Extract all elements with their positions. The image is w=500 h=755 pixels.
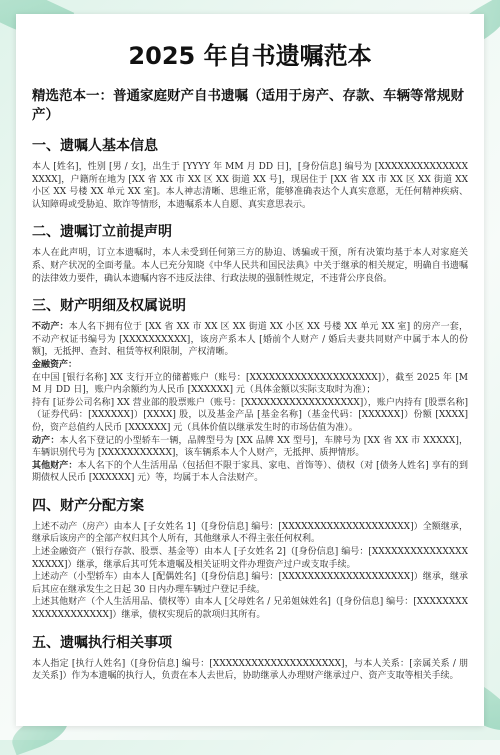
- paragraph-text: 上述不动产（房产）由本人 [子女姓名 1]（[身份信息] 编号：[XXXXXXXXXXXXXXXXXXXX]）全额继承，继承后该房产的全部产权归其个人所有，其他继承人不得主张任何权利。: [32, 521, 468, 545]
- paragraph-text: 本人 [姓名]，性别 [男 / 女]，出生于 [YYYY 年 MM 月 DD 日]，[身份信息] 编号为 [XXXXXXXXXXXXXXXXXX]，户籍所在地为 [XX 省 XX 市 XX 区 XX 街道 XX 号]，现居住于 [XX 省 XX 市 XX 区 XX 街道 XX 小区 XX 号楼 XX 单元 XX 室]。本人神志清晰、思维正常，能够准确表达个人真实意愿，无任何精神疾病、认知障碍或受胁迫、欺诈等情形，本遗嘱系本人自愿、真实意思表示。: [32, 162, 468, 210]
- section-heading: 三、财产明细及权属说明: [32, 298, 186, 315]
- paragraph: [32, 596, 468, 621]
- paragraph-text: 本人名下登记的小型轿车一辆，品牌型号为 [XX 品牌 XX 型号]，车牌号为 [XX 省 XX 市 XXXXX]，车辆识别代号为 [XXXXXXXXXXX]，该车辆系本人个人财产，无抵押、质押情形。: [32, 435, 468, 459]
- paragraph: [32, 397, 468, 435]
- paragraph: [32, 546, 468, 571]
- paragraph-label: 不动产：: [32, 322, 69, 333]
- document-body: [32, 135, 468, 683]
- paragraph-text: 上述动产（小型轿车）由本人 [配偶姓名]（[身份信息] 编号：[XXXXXXXXXXXXXXXXXXXX]）继承，继承后其应在继承发生之日起 30 日内办理车辆过户登记手续。: [32, 572, 468, 595]
- paragraph: [32, 161, 468, 211]
- paragraph: [32, 435, 468, 460]
- paragraph-label: 金融资产：: [32, 359, 78, 370]
- paragraph-text: 持有 [证券公司名称] XX 营业部的股票账户（账号：[XXXXXXXXXXXXXXXXXX]），账户内持有 [股票名称]（证券代码：[XXXXXX]）[XXXX] 股，以及基金产品 [基金名称]（基金代码：[XXXXXX]）份额 [XXXX] 份，资产总值约人民币 [XXXXXX] 元（具体价值以继承发生时的市场估值为准）。: [32, 397, 468, 433]
- paragraph-text: 本人名下的个人生活用品（包括但不限于家具、家电、首饰等）、债权（对 [债务人姓名] 享有的到期债权人民币 [XXXXXX] 元）等，均属于本人合法财产。: [32, 460, 468, 484]
- document-title: 2025 年自书遗嘱范本: [128, 42, 372, 70]
- paragraph: [32, 571, 468, 596]
- document-page: [16, 14, 484, 726]
- paragraph-label: 其他财产：: [32, 460, 78, 471]
- paragraph-text: 上述其他财产（个人生活用品、债权等）由本人 [父母姓名 / 兄弟姐妹姓名]（[身份信息] 编号：[XXXXXXXXXXXXXXXXXXXX]）继承，债权实现后的款项归其所有。: [32, 597, 468, 621]
- paragraph-text: 在中国 [银行名称] XX 支行开立的储蓄账户（账号：[XXXXXXXXXXXXXXXXXXXX]），截至 2025 年 [MM 月 DD 日]，账户内余额约为人民币 [XXXXXX] 元（具体金额以实际支取时为准）；: [32, 372, 468, 396]
- paragraph: [32, 359, 468, 372]
- paragraph: [32, 372, 468, 397]
- paragraph: [32, 247, 468, 285]
- paragraph: [32, 460, 468, 485]
- section-heading: 五、遗嘱执行相关事项: [32, 634, 172, 651]
- document-subtitle: 精选范本一：普通家庭财产自书遗嘱（适用于房产、存款、车辆等常规财产）: [32, 88, 464, 123]
- paragraph-label: 动产：: [32, 435, 60, 446]
- paragraph: [32, 321, 468, 359]
- paragraph-text: 本人在此声明，订立本遗嘱时，本人未受到任何第三方的胁迫、诱骗或干预，所有决策均基于本人对家庭关系、财产状况的全面考量。本人已充分知晓《中华人民共和国民法典》中关于继承的相关规定，明确自书遗嘱的法律效力要件，确认本遗嘱内容不违反法律、行政法规的强制性规定，不违背公序良俗。: [32, 248, 468, 284]
- section-heading: 一、遗嘱人基本信息: [32, 138, 158, 154]
- paragraph-text: 本人指定 [执行人姓名]（[身份信息] 编号：[XXXXXXXXXXXXXXXXXXXX]，与本人关系：[亲属关系 / 朋友关系]）作为本遗嘱的执行人，负责在本人去世后，协助继承人办理财产继承过户、资产支取等相关手续。: [32, 658, 468, 682]
- section-heading: 二、遗嘱订立前提声明: [32, 224, 172, 241]
- paragraph-text: 本人名下拥有位于 [XX 省 XX 市 XX 区 XX 街道 XX 小区 XX 号楼 XX 单元 XX 室] 的房产一套，不动产权证书编号为 [XXXXXXXXXX]，该房产系本人 [婚前个人财产 / 婚后夫妻共同财产中属于本人的份额]，无抵押、查封、租赁等权利限制，产权清晰。: [32, 322, 468, 358]
- section-heading: 四、财产分配方案: [32, 497, 144, 514]
- paragraph-text: 上述金融资产（银行存款、股票、基金等）由本人 [子女姓名 2]（[身份信息] 编号：[XXXXXXXXXXXXXXXXXXXX]）继承，继承后其可凭本遗嘱及相关证明文件办理资产过户或支取手续。: [32, 547, 468, 570]
- paragraph: [32, 521, 468, 546]
- paragraph: [32, 658, 468, 683]
